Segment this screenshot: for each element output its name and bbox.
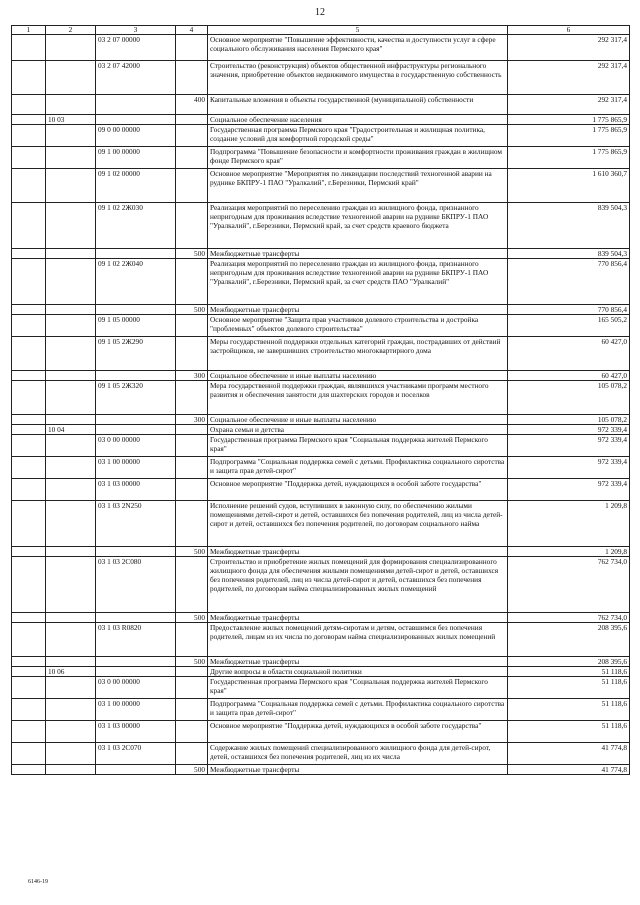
table-row [12, 721, 630, 743]
amount-cell: 105 078,2 [508, 381, 630, 415]
expense-type-cell: 500 [176, 657, 208, 667]
table-row [12, 203, 630, 249]
section-cell [12, 699, 46, 721]
target-article-cell: 03 1 00 00000 [96, 699, 176, 721]
subsection-cell [46, 557, 96, 613]
target-article-cell [96, 657, 176, 667]
table-row [12, 765, 630, 775]
expense-type-cell: 500 [176, 305, 208, 315]
target-article-cell: 03 1 00 00000 [96, 457, 176, 479]
expense-type-cell [176, 259, 208, 305]
target-article-cell: 03 1 03 00000 [96, 479, 176, 501]
subsection-cell [46, 249, 96, 259]
name-cell: Подпрограмма "Социальная поддержка семей с детьми. Профилактика социального сиротства и защита прав детей-сирот" [208, 699, 508, 721]
subsection-cell [46, 337, 96, 371]
column-header: 1 [12, 26, 46, 35]
table-row [12, 95, 630, 115]
subsection-cell [46, 203, 96, 249]
table-row [12, 169, 630, 203]
section-cell [12, 557, 46, 613]
name-cell: Капитальные вложения в объекты государственной (муниципальной) собственности [208, 95, 508, 115]
subsection-cell: 10 04 [46, 425, 96, 435]
document-code: 6146-19 [28, 879, 48, 885]
subsection-cell [46, 381, 96, 415]
name-cell: Строительство (реконструкция) объектов общественной инфраструктуры регионального значения, приобретение объектов недвижимого имущества в государственную собственность [208, 61, 508, 95]
amount-cell: 292 317,4 [508, 61, 630, 95]
name-cell: Межбюджетные трансферты [208, 305, 508, 315]
amount-cell: 51 118,6 [508, 677, 630, 699]
table-row [12, 547, 630, 557]
name-cell: Охрана семьи и детства [208, 425, 508, 435]
amount-cell: 51 118,6 [508, 667, 630, 677]
section-cell [12, 115, 46, 125]
target-article-cell: 03 1 03 2С080 [96, 557, 176, 613]
target-article-cell: 09 1 02 2Ж040 [96, 259, 176, 305]
target-article-cell: 03 1 03 R0820 [96, 623, 176, 657]
amount-cell: 972 339,4 [508, 457, 630, 479]
expense-type-cell [176, 337, 208, 371]
column-header: 3 [96, 26, 176, 35]
section-cell [12, 415, 46, 425]
section-cell [12, 203, 46, 249]
expense-type-cell [176, 435, 208, 457]
expense-type-cell [176, 35, 208, 61]
subsection-cell [46, 677, 96, 699]
expense-type-cell [176, 479, 208, 501]
subsection-cell [46, 613, 96, 623]
name-cell: Государственная программа Пермского края "Градостроительная и жилищная политика, создание условий для комфортной городской среды" [208, 125, 508, 147]
amount-cell: 41 774,8 [508, 765, 630, 775]
page-number: 12 [315, 7, 325, 18]
table-row [12, 35, 630, 61]
section-cell [12, 547, 46, 557]
table-row [12, 371, 630, 381]
expense-type-cell: 500 [176, 249, 208, 259]
subsection-cell [46, 61, 96, 95]
target-article-cell: 03 2 07 42000 [96, 61, 176, 95]
subsection-cell [46, 457, 96, 479]
name-cell: Меры государственной поддержки отдельных категорий граждан, пострадавших от действий застройщиков, не завершивших строительство многоквартирного дома [208, 337, 508, 371]
expense-type-cell [176, 743, 208, 765]
target-article-cell [96, 425, 176, 435]
table-row [12, 613, 630, 623]
section-cell [12, 623, 46, 657]
section-cell [12, 381, 46, 415]
table-row [12, 147, 630, 169]
target-article-cell [96, 249, 176, 259]
amount-cell: 972 339,4 [508, 435, 630, 457]
section-cell [12, 479, 46, 501]
column-header-row [12, 26, 630, 35]
subsection-cell [46, 479, 96, 501]
amount-cell: 60 427,0 [508, 371, 630, 381]
name-cell: Межбюджетные трансферты [208, 249, 508, 259]
expense-type-cell [176, 667, 208, 677]
amount-cell: 1 775 865,9 [508, 115, 630, 125]
expense-type-cell [176, 115, 208, 125]
table-row [12, 743, 630, 765]
expense-type-cell [176, 677, 208, 699]
target-article-cell [96, 547, 176, 557]
name-cell: Строительство и приобретение жилых помещений для формирования специализированного жилищного фонда для обеспечения жилыми помещениями детей-сирот и детей, оставшихся без попечения родителей, лиц из числа детей-сирот и детей, оставшихся без попечения родителей, по договорам найма специализированных жилых помещений [208, 557, 508, 613]
expense-type-cell [176, 125, 208, 147]
amount-cell: 60 427,0 [508, 337, 630, 371]
subsection-cell [46, 415, 96, 425]
target-article-cell [96, 305, 176, 315]
target-article-cell [96, 371, 176, 381]
name-cell: Межбюджетные трансферты [208, 613, 508, 623]
target-article-cell [96, 667, 176, 677]
column-header: 5 [208, 26, 508, 35]
section-cell [12, 457, 46, 479]
name-cell: Государственная программа Пермского края "Социальная поддержка жителей Пермского края" [208, 435, 508, 457]
target-article-cell [96, 613, 176, 623]
target-article-cell [96, 95, 176, 115]
expense-type-cell [176, 425, 208, 435]
table-row [12, 425, 630, 435]
expense-type-cell [176, 557, 208, 613]
target-article-cell [96, 765, 176, 775]
table-row [12, 249, 630, 259]
amount-cell: 51 118,6 [508, 721, 630, 743]
section-cell [12, 677, 46, 699]
target-article-cell: 03 0 00 00000 [96, 435, 176, 457]
subsection-cell [46, 95, 96, 115]
table-row [12, 699, 630, 721]
subsection-cell [46, 435, 96, 457]
section-cell [12, 305, 46, 315]
name-cell: Социальное обеспечение и иные выплаты населению [208, 415, 508, 425]
amount-cell: 208 395,6 [508, 623, 630, 657]
section-cell [12, 613, 46, 623]
amount-cell: 1 209,8 [508, 501, 630, 547]
table-row [12, 457, 630, 479]
table-row [12, 677, 630, 699]
target-article-cell: 09 1 05 00000 [96, 315, 176, 337]
target-article-cell: 03 1 03 00000 [96, 721, 176, 743]
name-cell: Реализация мероприятий по переселению граждан из жилищного фонда, признанного непригодным для проживания вследствие техногенной аварии на руднике БКПРУ-1 ПАО "Уралкалий", г.Березники, Пермский край, за счет средств ПАО "Уралкалий" [208, 259, 508, 305]
target-article-cell: 03 1 03 2N250 [96, 501, 176, 547]
amount-cell: 1 775 865,9 [508, 125, 630, 147]
amount-cell: 292 317,4 [508, 35, 630, 61]
expense-type-cell [176, 147, 208, 169]
subsection-cell [46, 547, 96, 557]
subsection-cell [46, 259, 96, 305]
amount-cell: 972 339,4 [508, 425, 630, 435]
expense-type-cell: 500 [176, 613, 208, 623]
section-cell [12, 667, 46, 677]
name-cell: Основное мероприятие "Поддержка детей, нуждающихся в особой заботе государства" [208, 479, 508, 501]
name-cell: Подпрограмма "Социальная поддержка семей с детьми. Профилактика социального сиротства и защита прав детей-сирот" [208, 457, 508, 479]
amount-cell: 762 734,0 [508, 557, 630, 613]
amount-cell: 1 610 360,7 [508, 169, 630, 203]
name-cell: Межбюджетные трансферты [208, 657, 508, 667]
name-cell: Социальное обеспечение населения [208, 115, 508, 125]
subsection-cell [46, 721, 96, 743]
target-article-cell: 09 1 05 2Ж290 [96, 337, 176, 371]
section-cell [12, 249, 46, 259]
expense-type-cell: 500 [176, 547, 208, 557]
name-cell: Основное мероприятие "Повышение эффективности, качества и доступности услуг в сфере социального обслуживания населения Пермского края" [208, 35, 508, 61]
amount-cell: 839 504,3 [508, 203, 630, 249]
subsection-cell: 10 03 [46, 115, 96, 125]
section-cell [12, 371, 46, 381]
table-row [12, 657, 630, 667]
expense-type-cell: 300 [176, 415, 208, 425]
table-row [12, 667, 630, 677]
section-cell [12, 35, 46, 61]
section-cell [12, 435, 46, 457]
table-row [12, 315, 630, 337]
name-cell: Социальное обеспечение и иные выплаты населению [208, 371, 508, 381]
name-cell: Другие вопросы в области социальной политики [208, 667, 508, 677]
amount-cell: 762 734,0 [508, 613, 630, 623]
table-row [12, 259, 630, 305]
budget-table [11, 25, 630, 775]
table-row [12, 435, 630, 457]
target-article-cell: 03 2 07 00000 [96, 35, 176, 61]
target-article-cell: 03 1 03 2С070 [96, 743, 176, 765]
section-cell [12, 425, 46, 435]
target-article-cell: 09 0 00 00000 [96, 125, 176, 147]
amount-cell: 165 505,2 [508, 315, 630, 337]
name-cell: Основное мероприятие "Защита прав участников долевого строительства и достройка "проблемных" объектов долевого строительства" [208, 315, 508, 337]
name-cell: Межбюджетные трансферты [208, 547, 508, 557]
target-article-cell: 09 1 00 00000 [96, 147, 176, 169]
amount-cell: 770 856,4 [508, 305, 630, 315]
name-cell: Подпрограмма "Повышение безопасности и комфортности проживания граждан в жилищном фонде Пермского края" [208, 147, 508, 169]
table-row [12, 501, 630, 547]
table-row [12, 305, 630, 315]
section-cell [12, 721, 46, 743]
section-cell [12, 743, 46, 765]
expense-type-cell [176, 315, 208, 337]
name-cell: Исполнение решений судов, вступивших в законную силу, по обеспечению жилыми помещениями детей-сирот и детей, оставшихся без попечения родителей, лиц из числа детей-сирот и детей, оставшихся без попечения родителей, по договорам социального найма [208, 501, 508, 547]
subsection-cell [46, 657, 96, 667]
amount-cell: 839 504,3 [508, 249, 630, 259]
section-cell [12, 765, 46, 775]
expense-type-cell [176, 203, 208, 249]
subsection-cell [46, 623, 96, 657]
subsection-cell [46, 743, 96, 765]
subsection-cell [46, 315, 96, 337]
table-row [12, 557, 630, 613]
table-row [12, 61, 630, 95]
section-cell [12, 169, 46, 203]
amount-cell: 770 856,4 [508, 259, 630, 305]
expense-type-cell [176, 381, 208, 415]
target-article-cell: 09 1 05 2Ж320 [96, 381, 176, 415]
section-cell [12, 259, 46, 305]
expense-type-cell [176, 623, 208, 657]
expense-type-cell [176, 501, 208, 547]
section-cell [12, 125, 46, 147]
table-row [12, 479, 630, 501]
name-cell: Содержание жилых помещений специализированного жилищного фонда для детей-сирот, детей, оставшихся без попечения родителей, лиц из их числа [208, 743, 508, 765]
amount-cell: 292 317,4 [508, 95, 630, 115]
subsection-cell [46, 765, 96, 775]
section-cell [12, 95, 46, 115]
subsection-cell [46, 371, 96, 381]
column-header: 4 [176, 26, 208, 35]
table-row [12, 381, 630, 415]
section-cell [12, 657, 46, 667]
amount-cell: 1 209,8 [508, 547, 630, 557]
amount-cell: 41 774,8 [508, 743, 630, 765]
section-cell [12, 61, 46, 95]
subsection-cell: 10 06 [46, 667, 96, 677]
section-cell [12, 337, 46, 371]
amount-cell: 208 395,6 [508, 657, 630, 667]
subsection-cell [46, 125, 96, 147]
table-row [12, 415, 630, 425]
name-cell: Предоставление жилых помещений детям-сиротам и детям, оставшимся без попечения родителей, лицам из их числа по договорам найма специализированных жилых помещений [208, 623, 508, 657]
target-article-cell [96, 115, 176, 125]
table-row [12, 337, 630, 371]
section-cell [12, 501, 46, 547]
subsection-cell [46, 35, 96, 61]
amount-cell: 972 339,4 [508, 479, 630, 501]
name-cell: Государственная программа Пермского края "Социальная поддержка жителей Пермского края" [208, 677, 508, 699]
subsection-cell [46, 169, 96, 203]
expense-type-cell [176, 457, 208, 479]
expense-type-cell [176, 721, 208, 743]
expense-type-cell: 300 [176, 371, 208, 381]
target-article-cell: 09 1 02 2Ж030 [96, 203, 176, 249]
expense-type-cell [176, 169, 208, 203]
table-row [12, 125, 630, 147]
name-cell: Основное мероприятие "Мероприятия по ликвидации последствий техногенной аварии на руднике БКПРУ-1 ПАО "Уралкалий", г.Березники, Пермский край" [208, 169, 508, 203]
section-cell [12, 315, 46, 337]
amount-cell: 51 118,6 [508, 699, 630, 721]
expense-type-cell [176, 61, 208, 95]
expense-type-cell: 400 [176, 95, 208, 115]
expense-type-cell: 500 [176, 765, 208, 775]
target-article-cell: 03 0 00 00000 [96, 677, 176, 699]
subsection-cell [46, 147, 96, 169]
section-cell [12, 147, 46, 169]
subsection-cell [46, 699, 96, 721]
name-cell: Реализация мероприятий по переселению граждан из жилищного фонда, признанного непригодным для проживания вследствие техногенной аварии на руднике БКПРУ-1 ПАО "Уралкалий", г.Березники, Пермский край, за счет средств краевого бюджета [208, 203, 508, 249]
name-cell: Межбюджетные трансферты [208, 765, 508, 775]
column-header: 2 [46, 26, 96, 35]
amount-cell: 105 078,2 [508, 415, 630, 425]
subsection-cell [46, 305, 96, 315]
table-row [12, 115, 630, 125]
column-header: 6 [508, 26, 630, 35]
target-article-cell [96, 415, 176, 425]
expense-type-cell [176, 699, 208, 721]
amount-cell: 1 775 865,9 [508, 147, 630, 169]
target-article-cell: 09 1 02 00000 [96, 169, 176, 203]
subsection-cell [46, 501, 96, 547]
name-cell: Мера государственной поддержки граждан, являвшихся участниками программ местного развития и обеспечения занятости для шахтерских городов и поселков [208, 381, 508, 415]
table-row [12, 623, 630, 657]
name-cell: Основное мероприятие "Поддержка детей, нуждающихся в особой заботе государства" [208, 721, 508, 743]
